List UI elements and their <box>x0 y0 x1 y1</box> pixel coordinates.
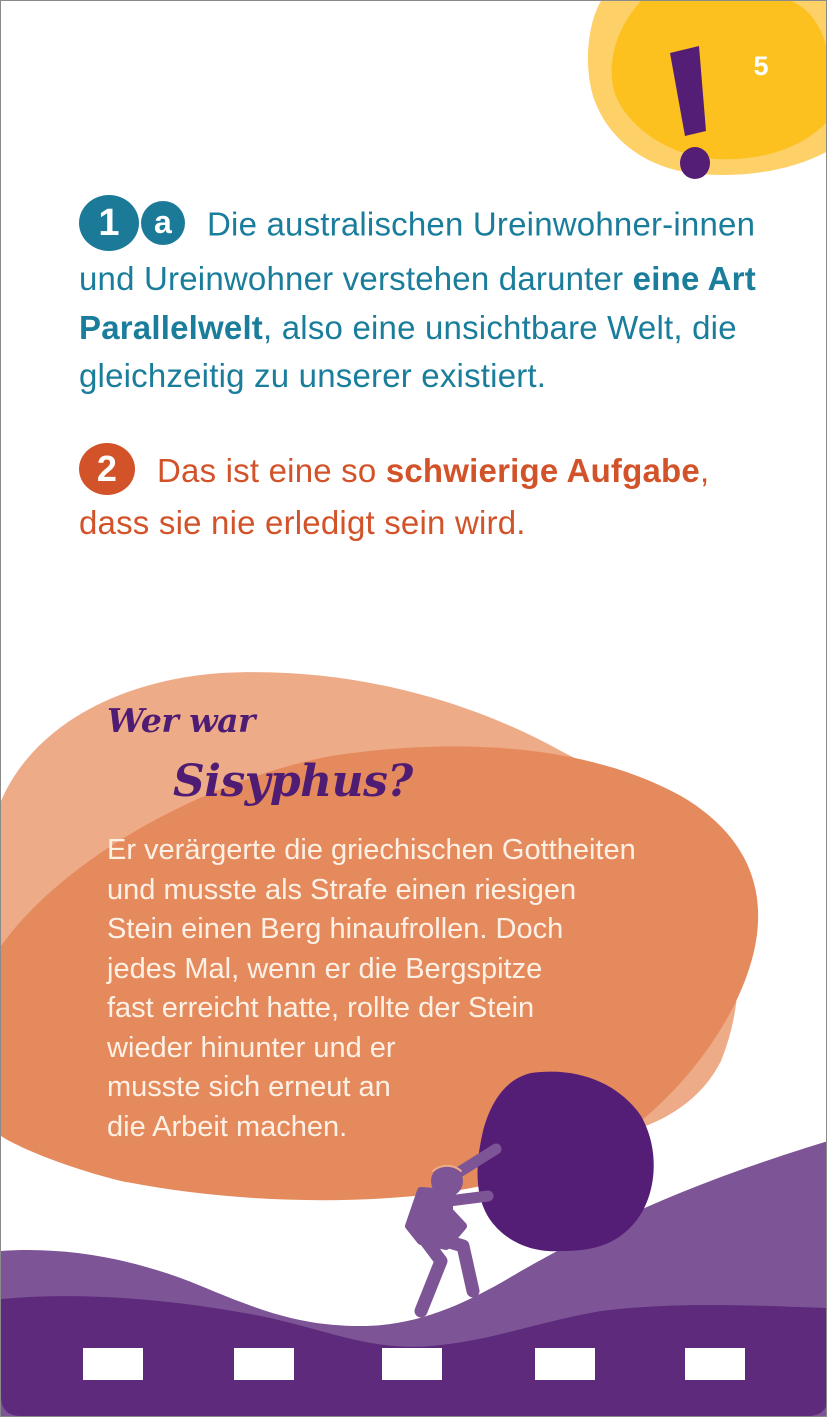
info-body-line: jedes Mal, wenn er die Bergspitze <box>107 952 543 985</box>
letter-badge-a: a <box>141 201 185 245</box>
key-square <box>234 1348 294 1380</box>
info-body-line: die Arbeit machen. <box>107 1110 348 1143</box>
answer-1-highlight: eine Art Parallelwelt <box>79 260 756 346</box>
page-number: 5 <box>753 51 769 81</box>
info-body-line: musste sich erneut an <box>107 1071 391 1103</box>
info-body-line: wieder hinunter und er <box>107 1031 396 1064</box>
info-body-line: fast erreicht hatte, rollte der Stein <box>107 992 535 1024</box>
answer-2 <box>79 447 779 548</box>
key-square <box>535 1348 595 1380</box>
info-box <box>107 701 747 1147</box>
info-kicker: Wer war <box>107 701 255 740</box>
info-body-line: und musste als Strafe einen riesigen <box>107 873 577 906</box>
answer-2-highlight: schwierige Aufgabe <box>385 451 700 489</box>
yellow-blob-decoration <box>588 1 827 175</box>
answer-1-text-after: , also eine unsichtbare Welt, die gleichzeitig zu unserer existiert. <box>79 308 737 394</box>
info-body-line: Stein einen Berg hinaufrollen. Doch <box>107 913 564 945</box>
answer-2-text-after: , dass sie nie erledigt sein wird. <box>79 451 710 541</box>
key-square <box>382 1348 442 1380</box>
info-title: Sisyphus? <box>173 756 413 807</box>
footer-key-strip <box>1 1348 827 1381</box>
info-body-line: Er verärgerte die griechischen Gottheiten <box>107 834 636 866</box>
number-badge-1: 1 <box>79 195 139 251</box>
key-square <box>83 1348 143 1380</box>
answer-2-text-before: Das ist eine so <box>157 451 386 489</box>
answers-section <box>79 199 779 547</box>
key-square <box>685 1348 745 1380</box>
answer-1 <box>79 199 779 401</box>
info-body <box>107 831 747 1147</box>
number-badge-2: 2 <box>79 443 135 495</box>
answer-1-text-before: Die australischen Ureinwohner-innen und Ureinwohner verstehen darunter <box>79 205 756 297</box>
